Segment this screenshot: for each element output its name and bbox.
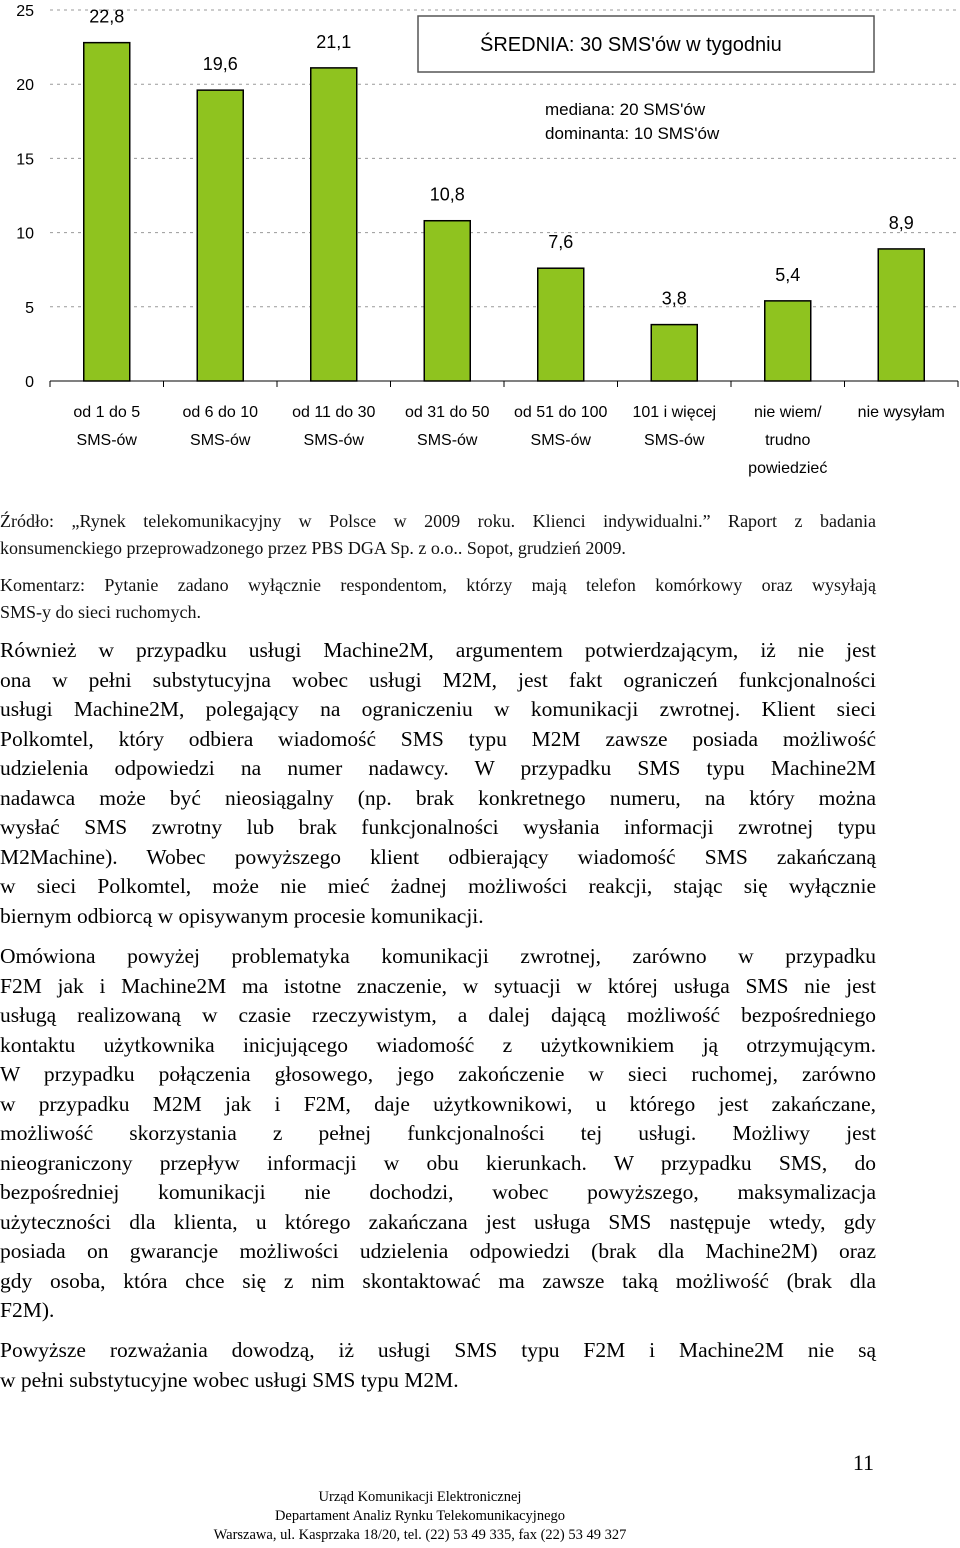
category-label: nie wysyłam: [857, 404, 945, 421]
bars: [84, 43, 925, 381]
paragraph-line: bezpośredniej komunikacji nie dochodzi, wobec powyższego, maksymalizacja: [0, 1180, 876, 1204]
bar-value-label: 21,1: [316, 31, 352, 52]
bar: [84, 43, 130, 381]
bar: [651, 325, 697, 381]
category-label: powiedzieć: [748, 460, 828, 477]
paragraph-line: M2Machine). Wobec powyższego klient odbierający wiadomość SMS zakańczaną: [0, 844, 876, 869]
bar: [765, 301, 811, 381]
bar: [197, 90, 243, 381]
bar: [878, 249, 924, 381]
bar: [311, 68, 357, 381]
bar-value-label: 19,6: [202, 54, 238, 75]
legend-mode: dominanta: 10 SMS'ów: [545, 124, 720, 143]
bar-value-label: 10,8: [429, 184, 465, 205]
paragraph-line: Powyższe rozważania dowodzą, iż usługi SMS typu F2M i Machine2M nie są: [0, 1338, 876, 1362]
paragraph-machine2m: [0, 636, 876, 931]
category-label: trudno: [765, 432, 811, 449]
paragraph-line: w przypadku M2M jak i F2M, daje użytkownikowi, u którego jest zakańczane,: [0, 1091, 876, 1116]
paragraph-line: nieograniczony przepływ informacji w obu kierunkach. W przypadku SMS, do: [0, 1150, 876, 1175]
paragraph-line: usługą realizowaną w czasie rzeczywistym, a dalej dającą możliwość bezpośredniego: [0, 1003, 876, 1027]
bar-value-label: 22,8: [89, 6, 125, 27]
footer-address: Warszawa, ul. Kasprzaka 18/20, tel. (22) 53 49 335, fax (22) 53 49 327: [213, 1527, 627, 1543]
y-tick-label: 5: [25, 299, 34, 317]
source-line: Źródło: „Rynek telekomunikacyjny w Polsce w 2009 roku. Klienci indywidualni.” Raport z badania: [0, 511, 876, 531]
sms-frequency-bar-chart: [0, 0, 960, 490]
category-label: SMS-ów: [417, 432, 478, 449]
comment-line: Komentarz: Pytanie zadano wyłącznie respondentom, którzy mają telefon komórkowy oraz wysyłają: [0, 575, 876, 595]
paragraph-conclusion: [0, 1336, 876, 1395]
bar-value-label: 5,4: [775, 264, 801, 285]
bar: [424, 221, 470, 381]
category-label: od 51 do 100: [514, 404, 608, 421]
y-tick-label: 20: [16, 77, 34, 95]
comment-note: [0, 572, 876, 626]
category-label: od 11 do 30: [292, 404, 376, 421]
paragraph-line: udzielenia odpowiedzi na numer nadawcy. W przypadku SMS typu Machine2M: [0, 756, 876, 780]
legend-median: mediana: 20 SMS'ów: [545, 100, 706, 119]
category-label: SMS-ów: [530, 432, 591, 449]
bar-value-label: 7,6: [548, 232, 574, 253]
paragraph-line: użyteczności dla klienta, u którego zakańczana jest usługa SMS następuje wtedy, gdy: [0, 1209, 876, 1234]
paragraph-line: Również w przypadku usługi Machine2M, argumentem potwierdzającym, iż nie jest: [0, 638, 876, 662]
paragraph-line: W przypadku połączenia głosowego, jego zakończenie w sieci ruchomej, zarówno: [0, 1062, 876, 1086]
paragraph-line: posiada on gwarancje możliwości udzielenia odpowiedzi (brak dla Machine2M) oraz: [0, 1239, 876, 1263]
category-label: od 31 do 50: [404, 404, 490, 421]
source-note: [0, 508, 876, 562]
category-labels: [73, 404, 944, 477]
chart-legend-box: [418, 16, 874, 72]
paragraph-line: możliwość skorzystania z pełnej funkcjonalności tej usługi. Możliwy jest: [0, 1121, 876, 1145]
paragraph-line: F2M jak i Machine2M ma istotne znaczenie, w sytuacji w której usługa SMS nie jest: [0, 973, 876, 998]
footer-department: Departament Analiz Rynku Telekomunikacyjnego: [274, 1508, 566, 1524]
paragraph-feedback-communication: [0, 942, 876, 1326]
y-tick-label: 25: [16, 3, 34, 20]
category-label: SMS-ów: [303, 432, 364, 449]
paragraph-line: ona w pełni substytucyjna wobec usługi M2M, jest fakt ograniczeń funkcjonalności: [0, 667, 876, 692]
paragraph-line: wysłać SMS zwrotny lub brak funkcjonalności wysłania informacji zwrotnej typu: [0, 815, 876, 839]
category-label: 101 i więcej: [632, 404, 717, 421]
paragraph-line: gdy osoba, która chce się z nim skontaktować ma zawsze taką możliwość (brak dla: [0, 1268, 876, 1293]
bar: [538, 268, 584, 381]
paragraph-line: Omówiona powyżej problematyka komunikacji zwrotnej, zarówno w przypadku: [0, 944, 876, 968]
paragraph-line: Polkomtel, który odbiera wiadomość SMS typu M2M zawsze posiada możliwość: [0, 726, 876, 751]
y-tick-label: 10: [16, 225, 34, 243]
paragraph-line: biernym odbiorcą w opisywanym procesie komunikacji.: [0, 903, 484, 928]
page-footer: [0, 1488, 840, 1545]
category-label: SMS-ów: [190, 432, 251, 449]
paragraph-line: kontaktu użytkownika inicjującego wiadomość z użytkownikiem ją otrzymującym.: [0, 1032, 876, 1057]
paragraph-line: w sieci Polkomtel, może nie mieć żadnej możliwości reakcji, stając się wyłącznie: [0, 874, 876, 898]
page-number: 11: [852, 1450, 874, 1475]
paragraph-line: usługi Machine2M, polegający na ograniczeniu w komunikacji zwrotnej. Klient sieci: [0, 697, 876, 721]
paragraph-line: F2M).: [0, 1298, 55, 1322]
bar-value-label: 8,9: [888, 212, 914, 233]
category-label: SMS-ów: [644, 432, 705, 449]
category-label: nie wiem/: [753, 404, 822, 421]
paragraph-line: nadawca może być nieosiągalny (np. brak konkretnego numeru, na który można: [0, 785, 876, 810]
paragraph-line: w pełni substytucyjne wobec usługi SMS typu M2M.: [0, 1367, 459, 1392]
category-label: od 1 do 5: [73, 404, 141, 421]
legend-title: ŚREDNIA: 30 SMS'ów w tygodniu: [480, 34, 782, 56]
category-label: SMS-ów: [76, 432, 137, 449]
source-line: konsumenckiego przeprowadzonego przez PBS DGA Sp. z o.o.. Sopot, grudzień 2009.: [0, 538, 626, 558]
y-tick-label: 0: [25, 374, 34, 391]
y-tick-label: 15: [16, 151, 34, 169]
category-label: od 6 do 10: [182, 404, 259, 421]
comment-line: SMS-y do sieci ruchomych.: [0, 602, 201, 622]
bar-value-label: 3,8: [661, 288, 687, 309]
footer-office: Urząd Komunikacji Elektronicznej: [318, 1489, 522, 1505]
